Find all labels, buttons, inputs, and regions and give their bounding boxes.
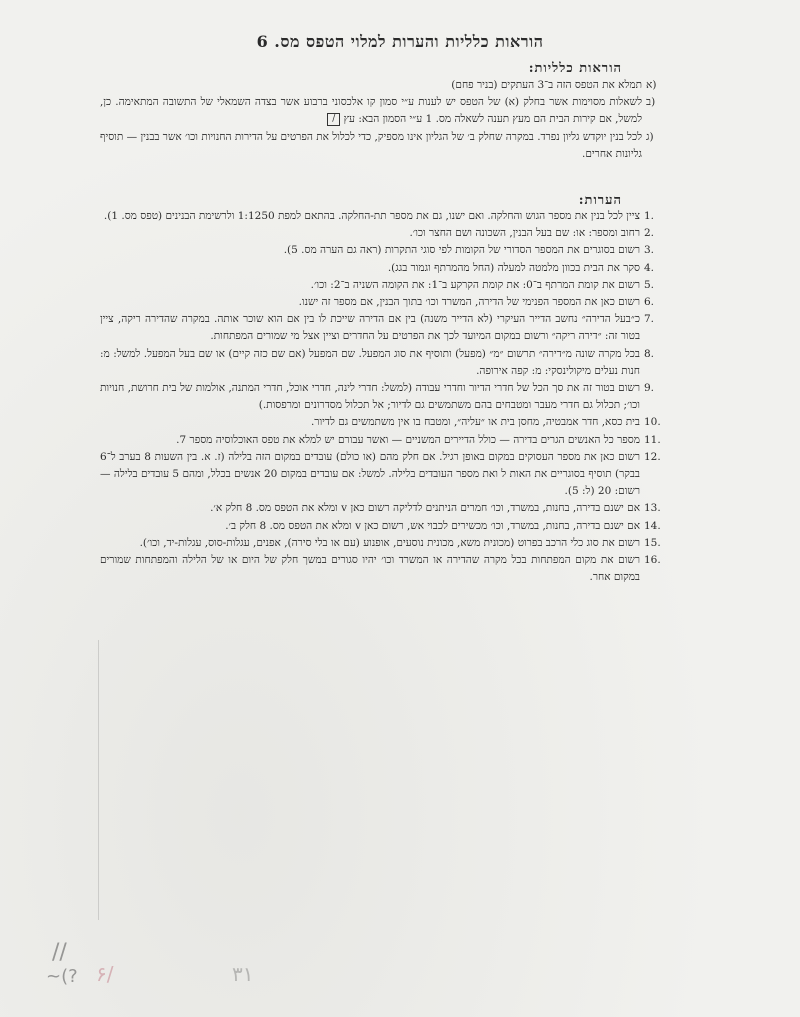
note-number: 11.: [644, 433, 661, 446]
note-number: 6.: [644, 296, 655, 309]
note-number: 5.: [644, 278, 655, 291]
handwritten-mark: ۶/: [96, 962, 114, 986]
note-item: [100, 449, 680, 501]
note-item: [100, 518, 680, 535]
general-item: [100, 94, 680, 128]
note-number: 16.: [644, 554, 661, 567]
note-text: מספר כל האנשים הגרים בדירה — כולל הדיירים המשניים — ואשר עבורם יש למלא את טפס האוכלוסיה מספר 7.: [176, 433, 640, 446]
note-item: [100, 242, 680, 259]
handwritten-mark: //: [52, 940, 67, 965]
handwritten-mark: ۳۱: [232, 962, 254, 986]
item-text: [100, 94, 642, 128]
handwritten-mark: ~(?: [46, 966, 78, 987]
item-text-body: לשאלות מסוימות אשר בחלק (א) של הטפס יש לענות ע״י סמון קו אלכסוני ברבוע אשר בצדה השמאלי של התשובה המתאימה. כן, למשל, אם קירות הבית הם מעץ תענה לשאלה מס. 1 ע״י הסמון הבא: עץ: [100, 96, 642, 126]
note-item: [100, 260, 680, 277]
item-label: ב): [646, 96, 656, 109]
item-label: ג): [646, 130, 654, 143]
item-label: א): [646, 79, 657, 91]
notes-list: [100, 208, 680, 586]
note-number: 3.: [644, 244, 655, 257]
note-item: [100, 311, 680, 345]
note-number: 13.: [644, 502, 661, 515]
note-number: 4.: [644, 261, 655, 274]
note-text: סקר את הבית בכוון מלמטה למעלה (החל מהמרתף וגמור בגג).: [387, 261, 640, 274]
item-text: לכל בנין יוקדש גליון נפרד. במקרה שחלק ב׳ של הגליון אינו מספיק, כדי לכלול את הפרטים על הדירות החנויות וכו׳ אשר בבנין — תוסיף גליונות אחרים.: [100, 130, 642, 160]
bleed-line: [98, 640, 99, 920]
note-text: אם ישנם בדירה, בחנות, במשרד, וכו׳ מכשירים לכבוי אש, רשום כאן v ומלא את הטפס מס. 8 חלק ב׳.: [225, 519, 640, 532]
page-title: הוראות כלליות והערות למלוי הטפס מס. 6: [256, 32, 544, 51]
checkbox-example: /: [327, 113, 340, 126]
note-number: 2.: [644, 227, 655, 240]
item-text: תמלא את הטפס הזה ב־3 העתקים (בניר פחם): [451, 79, 642, 91]
notes-heading: הערות:: [578, 193, 622, 208]
note-text: בכל מקרה שונה מ״דירה״ תרשום ״מ״ (מפעל) ותוסיף את סוג המפעל. שם המפעל (אם שם כזה קיים) או שם בעל המפעל. למשל: מ: חנות נעלים מיקולינסקי: מ: קפה אירופה.: [100, 347, 640, 377]
note-item: [100, 432, 680, 449]
note-text: ציין לכל בנין את מספר הגוש והחלקה. ואם ישנו, גם את מספר תת-החלקה. בהתאם למפת 1:1250 ולרשימת הבנינים (טפס מס. 1).: [103, 210, 640, 222]
note-text: אם ישנם בדירה, בחנות, במשרד, וכו׳ חמרים הניתנים לדליקה רשום כאן v ומלא את הטפס מס. 8 חלק א׳.: [210, 502, 640, 515]
note-item: [100, 535, 680, 552]
note-item: [100, 277, 680, 294]
note-text: רשום כאן את המספר הפנימי של הדירה, המשרד וכו׳ בתוך הבנין, אם מספר זה ישנו.: [298, 296, 640, 309]
general-item: [100, 129, 680, 163]
note-text: רחוב ומספר: או: שם בעל הבנין, השכונה ושם החצר וכו׳.: [409, 227, 640, 240]
note-text: בית כסא, חדר אמבטיה, מחסן בית או ״עליה״, ומטבח בו אין משתמשים גם לדיור.: [310, 416, 640, 429]
note-number: 14.: [644, 519, 661, 532]
note-item: [100, 500, 680, 517]
note-number: 7.: [644, 313, 655, 326]
note-number: 10.: [644, 416, 661, 429]
note-item: [100, 380, 680, 414]
general-instructions: [100, 77, 680, 163]
general-item: [100, 77, 680, 94]
note-text: רשום כאן את מספר העסוקים במקום באופן רגיל. אם חלק מהם (או כולם) עובדים במקום הזה בלילה (ז. א. בין השעות 8 בערב ל־6 בבקר) תוסיף בסוגריים את האות ל ואת מספר העובדים בלילה. למשל: אם עובדים במקום 20 אנשים בכלל, ומהם 5 עובדים בלילה — רשום: 20 (ל: 5).: [100, 450, 640, 498]
note-item: [100, 346, 680, 380]
note-text: כ״בעל הדירה״ נחשב הדייר העיקרי (לא הדייר משנה) בין אם הדירה שייכת לו בין אם הוא שוכר אותה. במקרה שהדירה ריקה, ציין בטור זה: ״דירה ריקה״ ורשום במקום המיועד לכך את הפרטים על החדרים וציין אצל מי שמורים המפתחות.: [100, 313, 640, 343]
note-text: רשום את סוג כלי הרכב בפרוט (מכונית משא, מכונית נוסעים, אופנוע (עם או בלי סירה), אפנים, עגלות-סוס, עגלות-יד, וכו׳).: [139, 536, 640, 549]
note-item: [100, 414, 680, 431]
note-number: 12.: [644, 450, 661, 463]
note-number: 1.: [644, 210, 655, 222]
note-text: רשום את מקום המפתחות בכל מקרה שהדירה או המשרד וכו׳ יהיו סגורים במשך חלק של היום או של הלילה והמפתחות שמורים במקום אחר.: [100, 554, 640, 584]
note-item: [100, 225, 680, 242]
note-item: [100, 294, 680, 311]
note-text: רשום בסוגרים את המספר הסדורי של הקומות לפי סוגי התקרות (ראה גם הערה מס. 5).: [283, 244, 640, 257]
note-item: [100, 552, 680, 586]
note-text: רשום את קומת המרתף ב־0: את קומת הקרקע ב־1: את הקומה השניה ב־2: וכו׳.: [310, 278, 640, 291]
note-number: 8.: [644, 347, 655, 360]
note-item: [100, 208, 680, 225]
note-number: 9.: [644, 382, 655, 395]
general-instructions-heading: הוראות כלליות:: [528, 61, 622, 76]
note-text: רשום בטור זה את סך הכל של חדרי הדיור וחדרי עבודה (למשל: חדרי לינה, חדרי אוכל, חדרי המתנה, אולמות של בית חרושת, חנויות וכו׳; תכלול גם חדרי מעבר ומטבחים בהם משתמשים גם לדיור; אל תכלול מסדרונים ומרפסות.): [100, 382, 640, 412]
note-number: 15.: [644, 536, 661, 549]
